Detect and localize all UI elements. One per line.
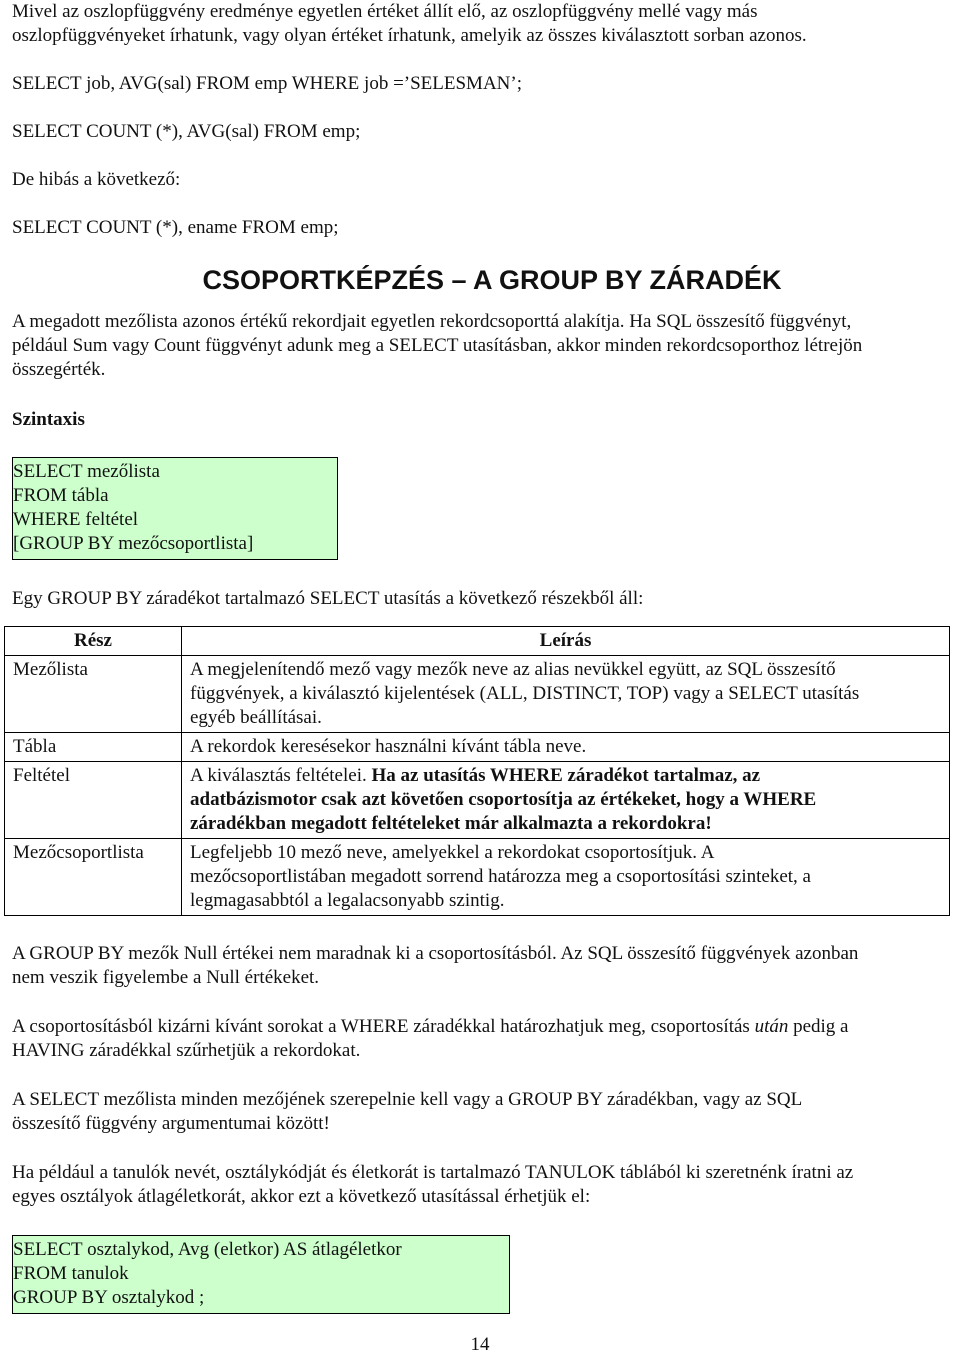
code-line: SELECT osztalykod, Avg (eletkor) AS átlagéletkor [13, 1239, 402, 1260]
group-by-description [12, 310, 952, 382]
text-line: A GROUP BY mezők Null értékei nem maradnak ki a csoportosításból. Az SQL összesítő függvények azonban [12, 943, 859, 964]
text-line: egyes osztályok átlagéletkorát, akkor ezt a következő utasítással érhetjük el: [12, 1186, 591, 1207]
sql-example-3: SELECT COUNT (*), ename FROM emp; [12, 217, 339, 238]
page-number: 14 [470, 1334, 490, 1355]
code-line: SELECT mezőlista [13, 461, 160, 482]
text-line: egyéb beállításai. [190, 707, 322, 728]
table-row [5, 839, 950, 916]
section-heading: CSOPORTKÉPZÉS – A GROUP BY ZÁRADÉK [202, 265, 782, 295]
part-cell: Feltétel [5, 762, 182, 839]
sql-example-1: SELECT job, AVG(sal) FROM emp WHERE job =’SELESMAN’; [12, 73, 523, 94]
syntax-title: Szintaxis [12, 409, 85, 430]
description-cell [182, 656, 950, 733]
text-plain: A kiválasztás feltételei. [190, 765, 372, 786]
text-line: A rekordok keresésekor használni kívánt tábla neve. [190, 736, 587, 757]
text-line: függvények, a kiválasztó kijelentések (ALL, DISTINCT, TOP) vagy a SELECT utasítás [190, 683, 860, 704]
select-rule-paragraph [12, 1088, 952, 1136]
syntax-code-box [12, 457, 338, 560]
text-line: Legfeljebb 10 mező neve, amelyekkel a rekordokat csoportosítjuk. A [190, 842, 715, 863]
description-cell [182, 733, 950, 762]
table-row [5, 733, 950, 762]
wrong-example-label: De hibás a következő: [12, 169, 181, 190]
text-line: Ha például a tanulók nevét, osztálykódját és életkorát is tartalmazó TANULOK táblából ki szeretnénk íratni az [12, 1162, 854, 1183]
parts-table [4, 626, 950, 916]
text-line: oszlopfüggvényeket írhatunk, vagy olyan értéket írhatunk, amelyik az összes kiválasztott sorban azonos. [12, 25, 807, 46]
table-row [5, 762, 950, 839]
code-line: GROUP BY osztalykod ; [13, 1287, 205, 1308]
text-line [12, 1015, 952, 1039]
code-line: FROM tanulok [13, 1263, 129, 1284]
text-line: összesítő függvény argumentumai között! [12, 1113, 330, 1134]
text-line: Mivel az oszlopfüggvény eredménye egyetlen értéket állít elő, az oszlopfüggvény mellé vagy más [12, 1, 758, 22]
text-line: összegérték. [12, 359, 106, 380]
having-paragraph [12, 1015, 952, 1063]
part-cell: Mezőlista [5, 656, 182, 733]
text-line: záradékban megadott feltételeket már alkalmazta a rekordokra! [190, 813, 712, 834]
description-cell [182, 839, 950, 916]
example-code-box [12, 1235, 510, 1314]
sql-example-2: SELECT COUNT (*), AVG(sal) FROM emp; [12, 121, 361, 142]
table-header-row [5, 627, 950, 656]
text-bold: Ha az utasítás WHERE záradékot tartalmaz, az [371, 765, 761, 786]
text-line: mezőcsoportlistában megadott sorrend határozza meg a csoportosítási szinteket, a [190, 866, 811, 887]
text-line: nem veszik figyelembe a Null értékeket. [12, 967, 320, 988]
parts-intro: Egy GROUP BY záradékot tartalmazó SELECT utasítás a következő részekből áll: [12, 588, 644, 609]
null-values-paragraph [12, 942, 952, 990]
part-cell: Tábla [5, 733, 182, 762]
text-line: például Sum vagy Count függvényt adunk meg a SELECT utasításban, akkor minden rekordcsoporthoz létrejön [12, 335, 863, 356]
example-paragraph [12, 1161, 952, 1209]
text-plain: A csoportosításból kizárni kívánt sorokat a WHERE záradékkal határozhatjuk meg, csoportosítás [12, 1016, 755, 1037]
text-line: legmagasabbtól a legalacsonyabb szintig. [190, 890, 505, 911]
table-row [5, 656, 950, 733]
text-plain: pedig a [788, 1016, 849, 1037]
header-description: Leírás [182, 627, 950, 656]
text-line: HAVING záradékkal szűrhetjük a rekordokat. [12, 1040, 361, 1061]
text-line: adatbázismotor csak azt követően csoportosítja az értékeket, hogy a WHERE [190, 789, 817, 810]
text-italic: után [754, 1016, 789, 1037]
text-line: A megjelenítendő mező vagy mezők neve az alias nevükkel együtt, az SQL összesítő [190, 659, 836, 680]
text-line [190, 764, 941, 788]
header-part: Rész [5, 627, 182, 656]
text-line: A SELECT mezőlista minden mezőjének szerepelnie kell vagy a GROUP BY záradékban, vagy az SQL [12, 1089, 803, 1110]
document-page [12, 0, 952, 1314]
code-line: [GROUP BY mezőcsoportlista] [13, 533, 254, 554]
code-line: WHERE feltétel [13, 509, 139, 530]
intro-paragraph [12, 0, 952, 48]
part-cell: Mezőcsoportlista [5, 839, 182, 916]
description-cell [182, 762, 950, 839]
code-line: FROM tábla [13, 485, 109, 506]
text-line: A megadott mezőlista azonos értékű rekordjait egyetlen rekordcsoporttá alakítja. Ha SQL összesítő függvényt, [12, 311, 852, 332]
